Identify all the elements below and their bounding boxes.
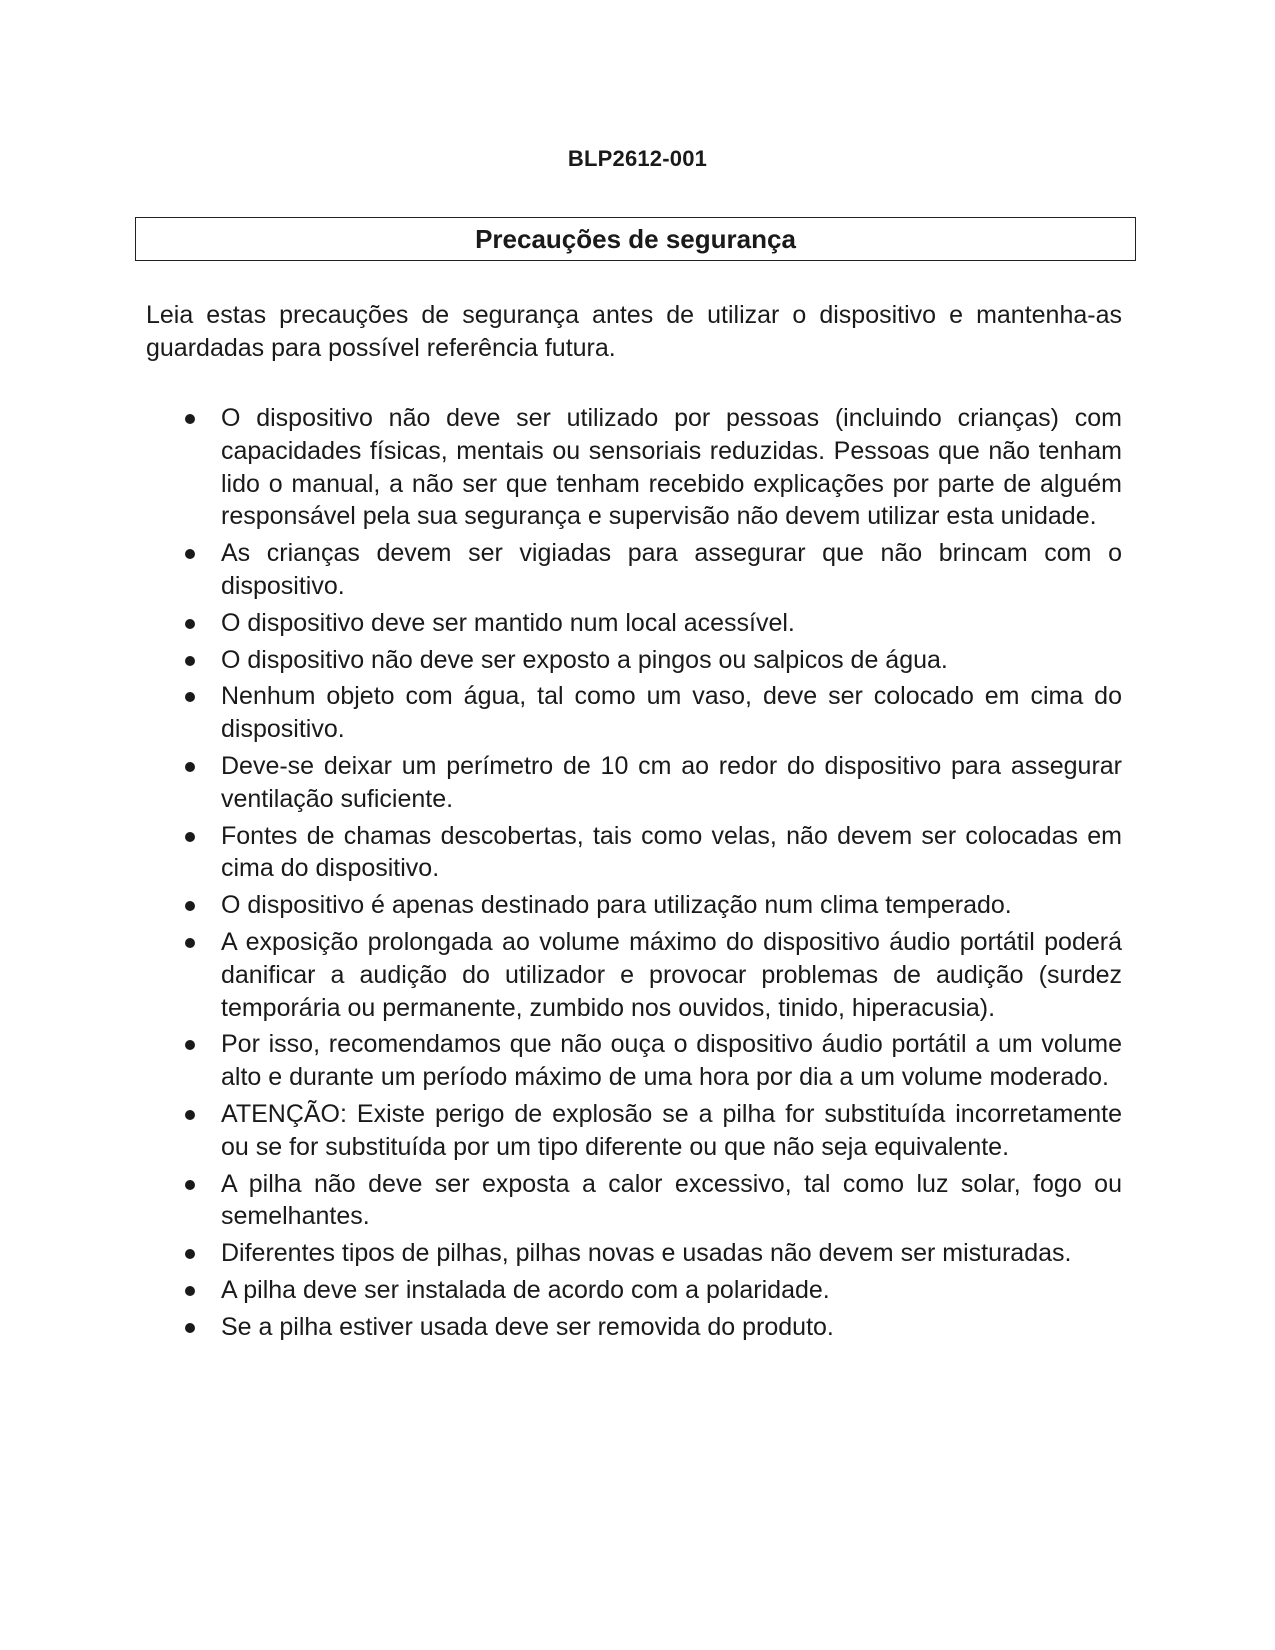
bullet-dot-icon xyxy=(185,1249,195,1259)
bullet-item xyxy=(185,1311,1122,1344)
bullet-item xyxy=(185,889,1122,922)
bullet-item xyxy=(185,926,1122,1024)
bullet-dot-icon xyxy=(185,619,195,629)
bullet-text: O dispositivo não deve ser exposto a pingos ou salpicos de água. xyxy=(221,645,948,674)
bullet-item xyxy=(185,1168,1122,1234)
bullet-item xyxy=(185,1028,1122,1094)
bullet-dot-icon xyxy=(185,1180,195,1190)
bullet-item xyxy=(185,750,1122,816)
intro-paragraph: Leia estas precauções de segurança antes de utilizar o dispositivo e mantenha-as guardadas para possível referência futura. xyxy=(146,301,1122,362)
bullet-text: Por isso, recomendamos que não ouça o dispositivo áudio portátil a um volume alto e durante um período máximo de uma hora por dia a um volume moderado. xyxy=(221,1030,1122,1092)
bullet-text: Nenhum objeto com água, tal como um vaso, deve ser colocado em cima do dispositivo. xyxy=(221,682,1122,744)
bullet-dot-icon xyxy=(185,762,195,772)
bullet-dot-icon xyxy=(185,692,195,702)
bullet-text: A exposição prolongada ao volume máximo do dispositivo áudio portátil poderá danificar a audição do utilizador e provocar problemas de audição (surdez temporária ou permanente, zumbido nos ouvidos, tinido, hiperacusia). xyxy=(221,927,1122,1022)
bullet-item xyxy=(185,1237,1122,1270)
bullet-item xyxy=(185,607,1122,640)
bullet-dot-icon xyxy=(185,938,195,948)
bullet-item xyxy=(185,537,1122,603)
bullet-item xyxy=(185,680,1122,746)
title-box xyxy=(135,217,1136,261)
bullet-text: As crianças devem ser vigiadas para assegurar que não brincam com o dispositivo. xyxy=(221,539,1122,600)
bullet-dot-icon xyxy=(185,832,195,842)
bullet-dot-icon xyxy=(185,414,195,424)
bullet-dot-icon xyxy=(185,1323,195,1333)
bullet-text: Diferentes tipos de pilhas, pilhas novas e usadas não devem ser misturadas. xyxy=(221,1239,1072,1268)
bullet-dot-icon xyxy=(185,656,195,666)
bullet-text: Se a pilha estiver usada deve ser removida do produto. xyxy=(221,1312,834,1341)
bullet-text: O dispositivo é apenas destinado para utilização num clima temperado. xyxy=(221,891,1012,920)
bullet-item xyxy=(185,644,1122,677)
bullet-text: ATENÇÃO: Existe perigo de explosão se a pilha for substituída incorretamente ou se for substituída por um tipo diferente ou que não seja equivalente. xyxy=(221,1099,1122,1161)
safety-bullet-list xyxy=(185,402,1122,1348)
section-title: Precauções de segurança xyxy=(475,223,796,254)
bullet-text: Deve-se deixar um perímetro de 10 cm ao redor do dispositivo para assegurar ventilação suficiente. xyxy=(221,751,1122,813)
bullet-dot-icon xyxy=(185,901,195,911)
bullet-text: A pilha não deve ser exposta a calor excessivo, tal como luz solar, fogo ou semelhantes. xyxy=(221,1169,1122,1231)
bullet-item xyxy=(185,1274,1122,1307)
bullet-dot-icon xyxy=(185,1110,195,1120)
bullet-text: A pilha deve ser instalada de acordo com a polaridade. xyxy=(221,1275,830,1304)
bullet-text: Fontes de chamas descobertas, tais como velas, não devem ser colocadas em cima do dispositivo. xyxy=(221,821,1122,883)
bullet-item xyxy=(185,402,1122,533)
document-code: BLP2612-001 xyxy=(567,146,708,171)
bullet-item xyxy=(185,820,1122,886)
bullet-item xyxy=(185,1098,1122,1164)
bullet-dot-icon xyxy=(185,549,195,559)
bullet-text: O dispositivo não deve ser utilizado por pessoas (incluindo crianças) com capacidades físicas, mentais ou sensoriais reduzidas. Pessoas que não tenham lido o manual, a não ser que tenham recebido explicações por parte de alguém responsável pela sua segurança e supervisão não devem utilizar esta unidade. xyxy=(221,404,1122,531)
bullet-dot-icon xyxy=(185,1286,195,1296)
bullet-text: O dispositivo deve ser mantido num local acessível. xyxy=(221,608,795,637)
bullet-dot-icon xyxy=(185,1040,195,1050)
